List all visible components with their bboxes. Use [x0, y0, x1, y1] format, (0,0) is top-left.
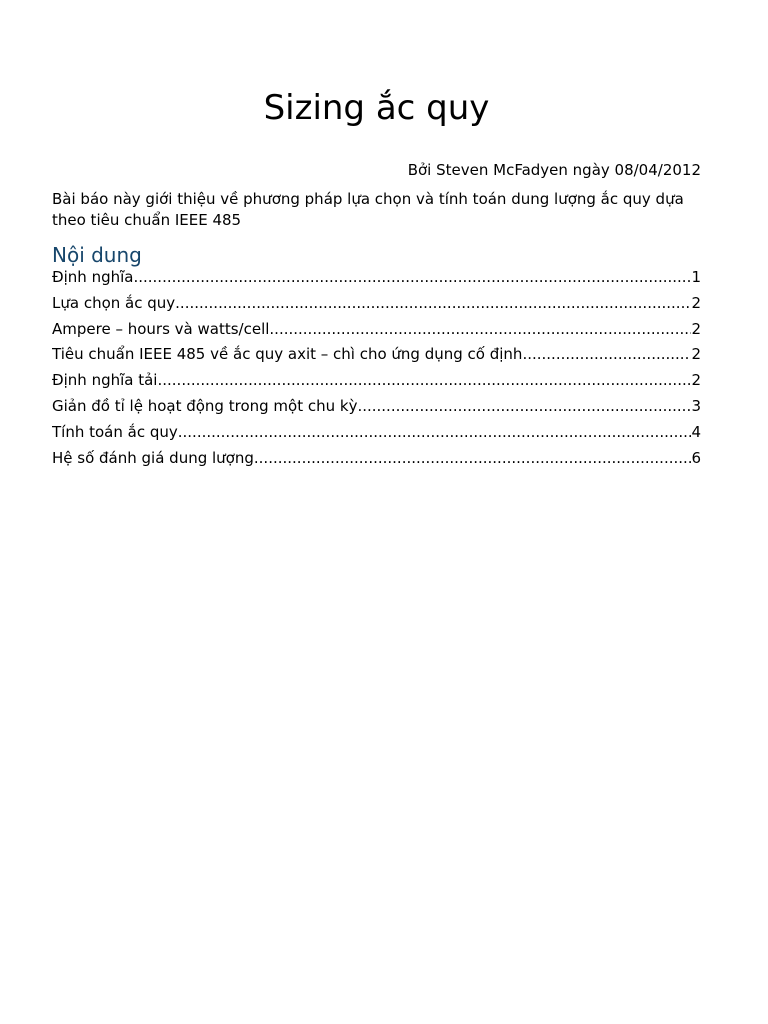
- toc-page-number: 2: [691, 293, 701, 312]
- toc-entry-title: Lựa chọn ắc quy: [52, 293, 176, 312]
- toc-page-number: 2: [691, 371, 701, 390]
- author-byline: Bởi Steven McFadyen ngày 08/04/2012: [407, 161, 701, 179]
- toc-entry-title: Hệ số đánh giá dung lượng: [52, 448, 254, 467]
- toc-dot-leader: [157, 369, 691, 391]
- toc-page-number: 3: [691, 396, 701, 415]
- toc-entry[interactable]: [52, 395, 701, 421]
- toc-entry[interactable]: [52, 447, 701, 473]
- toc-entry-title: Định nghĩa tải: [52, 371, 158, 390]
- toc-entry[interactable]: [52, 369, 701, 395]
- toc-dot-leader: [357, 395, 691, 417]
- toc-page-number: 4: [691, 422, 701, 441]
- toc-entry[interactable]: [52, 318, 701, 344]
- toc-dot-leader: [269, 318, 691, 340]
- toc-entry-title: Giản đồ tỉ lệ hoạt động trong một chu kỳ: [52, 396, 358, 415]
- toc-dot-leader: [133, 266, 691, 288]
- toc-entry-title: Tiêu chuẩn IEEE 485 về ắc quy axit – chì cho ứng dụng cố định: [52, 345, 523, 364]
- intro-paragraph: Bài báo này giới thiệu về phương pháp lựa chọn và tính toán dung lượng ắc quy dựa theo tiêu chuẩn IEEE 485: [52, 190, 684, 229]
- toc-dot-leader: [522, 343, 691, 365]
- document-title: Sizing ắc quy: [263, 88, 490, 128]
- toc-dot-leader: [178, 421, 692, 443]
- toc-dot-leader: [175, 292, 691, 314]
- toc-heading: Nội dung: [52, 243, 142, 267]
- toc-page-number: 1: [691, 268, 701, 286]
- toc-page-number: 2: [691, 319, 701, 338]
- toc-entry[interactable]: [52, 292, 701, 318]
- toc-entry[interactable]: [52, 421, 701, 447]
- toc-dot-leader: [254, 447, 692, 469]
- toc-entry[interactable]: [52, 343, 701, 369]
- toc-page-number: 6: [691, 448, 701, 467]
- toc-entry-title: Định nghĩa: [52, 268, 134, 286]
- toc-entry[interactable]: [52, 266, 701, 292]
- toc-entry-title: Ampere – hours và watts/cell: [52, 319, 270, 338]
- toc-entry-title: Tính toán ắc quy: [52, 422, 178, 441]
- table-of-contents: [52, 266, 701, 472]
- toc-page-number: 2: [691, 345, 701, 364]
